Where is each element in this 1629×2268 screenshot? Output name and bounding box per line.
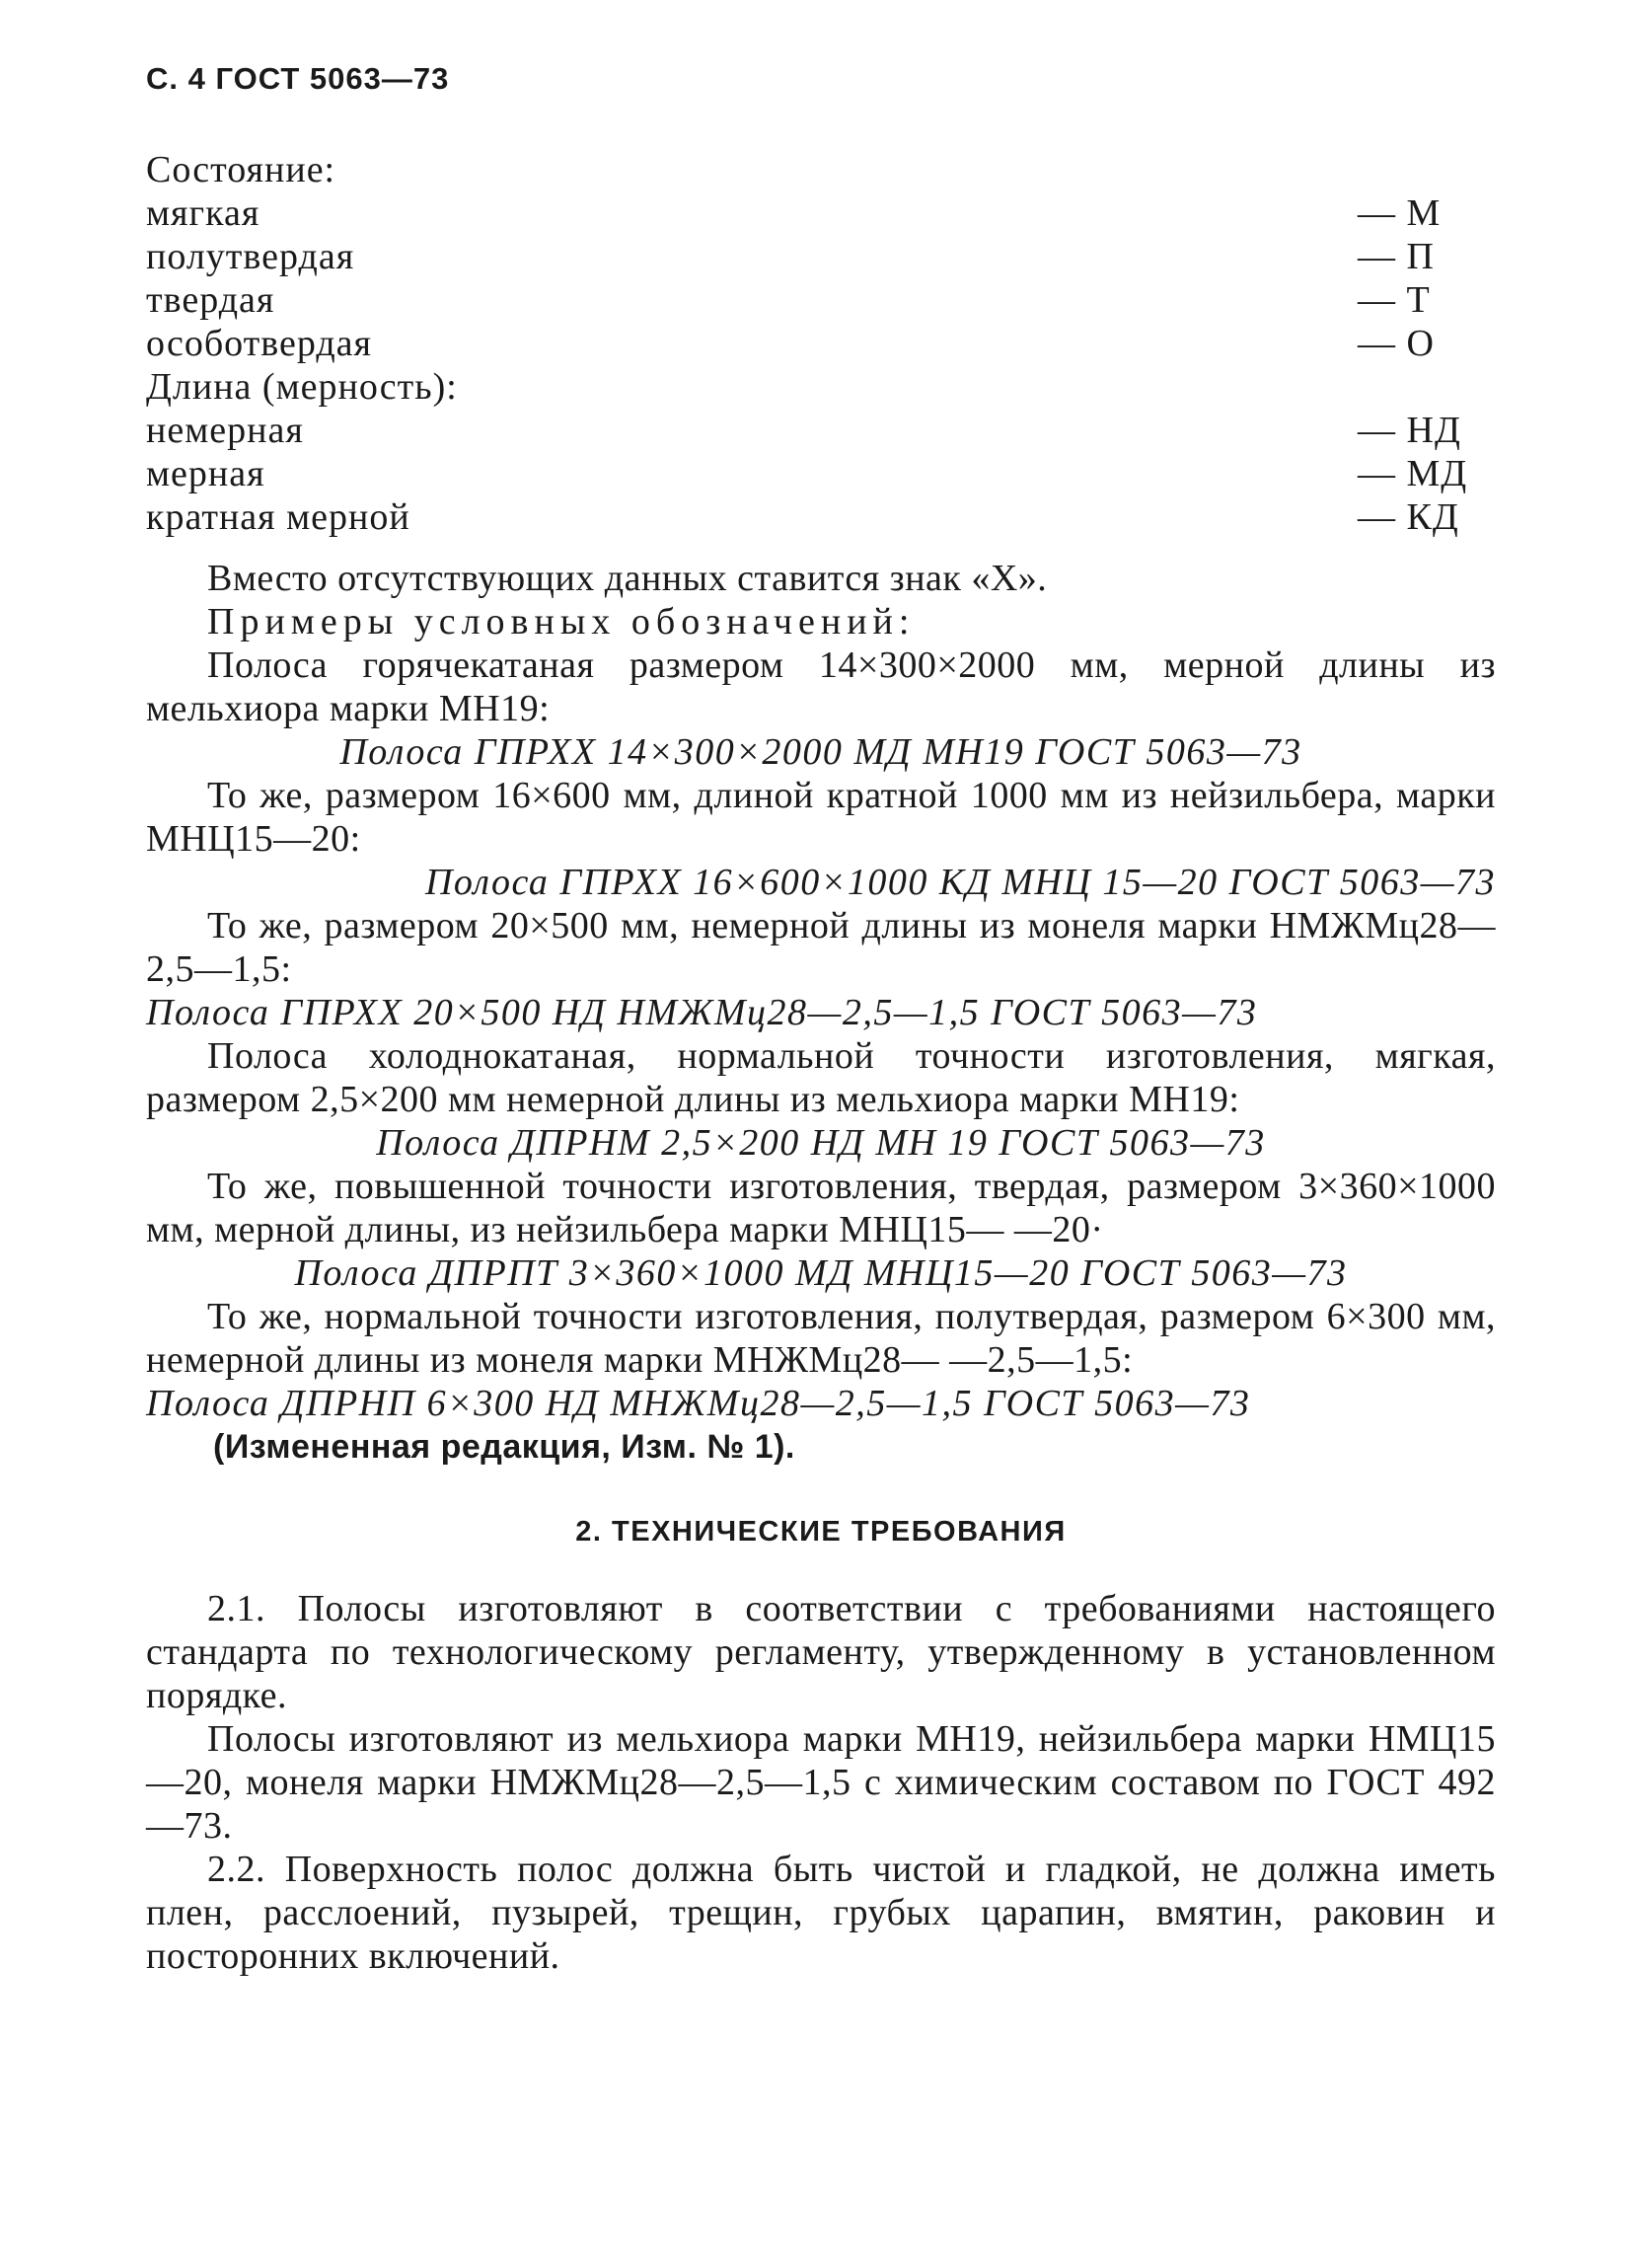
state-item-code: — М xyxy=(1358,192,1442,234)
length-item-name: мерная xyxy=(146,453,265,494)
paragraph-2-1: 2.1. Полосы изготовляют в соответствии с требованиями настоящего стандарта по технологическому регламенту, утвержденному в установленном порядке. xyxy=(146,1588,1496,1716)
length-item-code: — МД xyxy=(1358,453,1468,494)
paragraph-2-2: 2.2. Поверхность полос должна быть чистой и гладкой, не должна иметь плен, расслоений, пузырей, трещин, грубых царапин, вмятин, раковин и посторонних включений. xyxy=(146,1849,1496,1977)
example-designation: Полоса ГПРХХ 16×600×1000 КД МНЦ 15—20 ГОСТ 5063—73 xyxy=(424,862,1496,903)
state-item-code: — О xyxy=(1358,323,1435,364)
paragraph-2-1-materials: Полосы изготовляют из мельхиора марки МН19, нейзильбера марки НМЦ15—20, монеля марки НМЖМц28—2,5—1,5 с химическим составом по ГОСТ 492—73. xyxy=(146,1718,1496,1847)
state-item-name: особотвердая xyxy=(146,323,373,364)
length-item xyxy=(146,495,1496,539)
example-designation: Полоса ДПРНМ 2,5×200 НД МН 19 ГОСТ 5063—73 xyxy=(376,1122,1266,1164)
page-content xyxy=(146,148,1496,1978)
example-designation: Полоса ГПРХХ 20×500 НД НМЖМц28—2,5—1,5 ГОСТ 5063—73 xyxy=(146,992,1258,1033)
state-title: Состояние: xyxy=(146,149,336,190)
section-title: 2. ТЕХНИЧЕСКИЕ ТРЕБОВАНИЯ xyxy=(575,1516,1067,1548)
length-title: Длина (мерность): xyxy=(146,366,458,408)
state-item-name: полутвердая xyxy=(146,236,355,277)
amendment-note: (Измененная редакция, Изм. № 1). xyxy=(213,1428,795,1466)
state-item-name: твердая xyxy=(146,279,275,321)
example-text: Полоса холоднокатаная, нормальной точности изготовления, мягкая, размером 2,5×200 мм немерной длины из мельхиора марки МН19: xyxy=(146,1035,1496,1120)
state-item-code: — Т xyxy=(1358,279,1431,321)
state-item-code: — П xyxy=(1358,236,1435,277)
example-designation: Полоса ДПРНП 6×300 НД МНЖМц28—2,5—1,5 ГОСТ 5063—73 xyxy=(146,1383,1251,1424)
example-text: То же, нормальной точности изготовления, полутвердая, размером 6×300 мм, немерной длины из монеля марки МНЖМц28— —2,5—1,5: xyxy=(146,1296,1496,1381)
state-item xyxy=(146,278,1496,322)
example-text: То же, размером 16×600 мм, длиной кратной 1000 мм из нейзильбера, марки МНЦ15—20: xyxy=(146,775,1496,860)
note-x: Вместо отсутствующих данных ставится знак «Х». xyxy=(207,558,1048,599)
length-item xyxy=(146,409,1496,452)
length-item xyxy=(146,452,1496,495)
length-item-name: кратная мерной xyxy=(146,496,410,538)
state-item-name: мягкая xyxy=(146,192,260,234)
examples-title: Примеры условных обозначений: xyxy=(207,601,916,643)
example-designation: Полоса ГПРХХ 14×300×2000 МД МН19 ГОСТ 5063—73 xyxy=(339,731,1302,773)
state-item xyxy=(146,235,1496,278)
example-text: То же, повышенной точности изготовления, твердая, размером 3×360×1000 мм, мерной длины, из нейзильбера марки МНЦ15— —20· xyxy=(146,1166,1496,1250)
page-header: С. 4 ГОСТ 5063—73 xyxy=(146,61,450,96)
length-item-name: немерная xyxy=(146,410,304,451)
example-text: То же, размером 20×500 мм, немерной длины из монеля марки НМЖМц28—2,5—1,5: xyxy=(146,905,1496,990)
length-item-code: — НД xyxy=(1358,410,1461,451)
example-designation: Полоса ДПРПТ 3×360×1000 МД МНЦ15—20 ГОСТ 5063—73 xyxy=(294,1252,1348,1294)
state-item xyxy=(146,322,1496,365)
length-item-code: — КД xyxy=(1358,496,1459,538)
state-item xyxy=(146,191,1496,235)
example-text: Полоса горячекатаная размером 14×300×2000 мм, мерной длины из мельхиора марки МН19: xyxy=(146,644,1496,729)
